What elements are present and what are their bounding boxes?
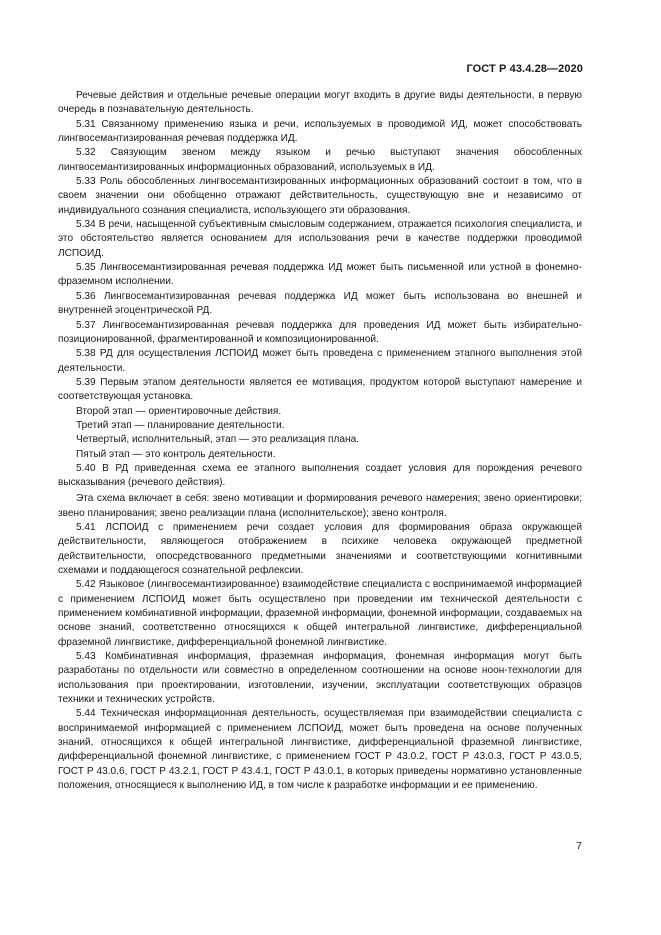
paragraph-5-44: 5.44 Техническая информационная деятельность, осуществляемая при взаимодействии специалиста с воспринимаемой информацией с применением ЛСПОИД, может быть проведена на основе полученных знаний, относящихся к общей интегральной лингвистике, дифференциальной фраземной лингвистике, дифференциальной фонемной лингвистике, с применением ГОСТ Р 43.0.2, ГОСТ Р 43.0.3, ГОСТ Р 43.0.5, ГОСТ Р 43.0.6, ГОСТ Р 43.2.1, ГОСТ Р 43.4.1, ГОСТ Р 43.0.1, в которых приведены нормативно установленные положения, относящиеся к выполнению ИД, в том числе к разработке информации и ее применению. <box>58 708 582 792</box>
paragraph-5-32: 5.32 Связующим звеном между языком и речью выступают значения обособленных лингвосемантизированных информационных образований, используемых в ИД. <box>58 147 582 173</box>
paragraph-5-40: 5.40 В РД приведенная схема ее этапного выполнения создает условия для порождения речевого высказывания (речевого действия). <box>58 462 582 489</box>
paragraph-5-39: 5.39 Первым этапом деятельности является ее мотивация, продуктом которой выступают намерение и соответствующая установка. <box>58 376 582 403</box>
document-body <box>58 89 582 793</box>
paragraph-5-43: 5.43 Комбинативная информация, фраземная информация, фонемная информация могут быть разработаны по отдельности или совместно в определенном соотношении на основе ноон-технологии для использования при проектировании, изготовлении, изучении, эксплуатации соответствующих образцов техники и технических устройств. <box>58 651 582 706</box>
paragraph-5-37: 5.37 Лингвосемантизированная речевая поддержка для проведения ИД может быть избирательно-позиционированной, фрагментированной и композиционированной. <box>58 319 582 345</box>
paragraph-scheme: Эта схема включает в себя: звено мотивации и формирования речевого намерения; звено ориентировки; звено планирования; звено реализации плана (исполнительское); звено контроля. <box>58 493 582 519</box>
paragraph-5-36: 5.36 Лингвосемантизированная речевая поддержка ИД может быть использована во внешней и внутренней эгоцентрической РД. <box>58 290 582 317</box>
paragraph-5-31: 5.31 Связанному применению языка и речи, используемых в проводимой ИД, может способствовать лингвосемантизированная речевая поддержка ИД. <box>58 118 582 145</box>
paragraph-intro: Речевые действия и отдельные речевые операции могут входить в другие виды деятельности, в первую очередь в познавательную деятельность. <box>58 90 582 116</box>
paragraph-5-33: 5.33 Роль обособленных лингвосемантизированных информационных образований состоит в том, что в своем значении они обобщенно отражают действительность, существующую вне и независимо от индивидуального сознания специалиста, использующего эти образования. <box>58 176 582 216</box>
paragraph-stage-4: Четвертый, исполнительный, этап — это реализация плана. <box>76 434 360 446</box>
paragraph-5-34: 5.34 В речи, насыщенной субъективным смысловым содержанием, отражается психология специалиста, и это обстоятельство является основанием для использования речи в качестве поддержки проводимой ЛСПОИД. <box>58 219 582 259</box>
paragraph-stage-3: Третий этап — планирование деятельности. <box>76 419 285 431</box>
paragraph-5-41: 5.41 ЛСПОИД с применением речи создает условия для формирования образа окружающей действительности, являющегося отображением в психике человека окружающей предметной действительности, опосредствованного предметными значениями и соответствующими когнитивными схемами и поддающегося сознательной рефлексии. <box>58 521 582 576</box>
paragraph-stage-5: Пятый этап — это контроль деятельности. <box>76 448 276 460</box>
paragraph-5-35: 5.35 Лингвосемантизированная речевая поддержка ИД может быть письменной или устной в фонемно-фраземном исполнении. <box>58 262 582 288</box>
paragraph-5-42: 5.42 Языковое (лингвосемантизированное) взаимодействие специалиста с воспринимаемой информацией с применением ЛСПОИД может быть осуществлено при проведении им технической деятельности с применением комбинативной информации, фраземной информации, фонемной информации, создаваемых на основе знаний, соответственно относящихся к общей интегральной лингвистике, дифференциальной фраземной лингвистике, дифференциальной фонемной лингвистике. <box>58 579 582 648</box>
paragraph-5-38: 5.38 РД для осуществления ЛСПОИД может быть проведена с применением этапного выполнения этой деятельности. <box>58 348 582 374</box>
paragraph-stage-2: Второй этап — ориентировочные действия. <box>76 405 282 417</box>
document-code-header: ГОСТ Р 43.4.28—2020 <box>466 63 583 75</box>
page-number: 7 <box>576 840 582 852</box>
